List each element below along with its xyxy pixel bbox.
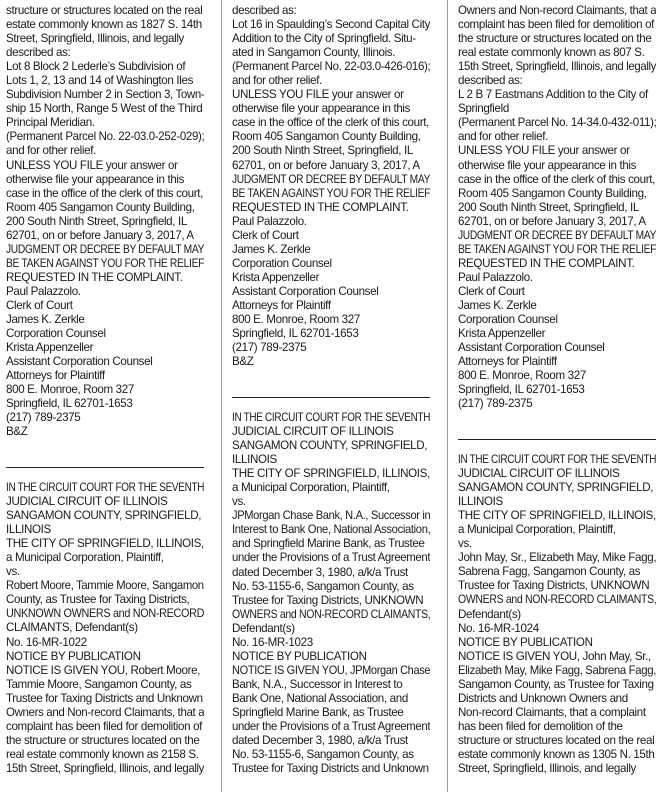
text-column-3 — [458, 0, 656, 792]
text-line: THE CITY OF SPRINGFIELD, ILLINOIS, — [458, 509, 656, 523]
text-line: under the Provisions of a Trust Agreement — [232, 551, 430, 565]
text-line: No. 53-1155-6, Sangamon County, as — [232, 748, 414, 762]
text-line: Trustee for Taxing Districts and Unknown — [232, 762, 429, 776]
text-line: (217) 789-2375 — [232, 341, 307, 355]
text-line: ship 15 North, Range 5 West of the Third — [6, 102, 203, 116]
text-line: 15th Street, Springfield, Illinois, and legally — [458, 60, 656, 74]
text-line: Springfield Marine Bank, as Trustee — [232, 705, 404, 719]
text-line: case in the office of the clerk of this court, — [458, 172, 655, 186]
text-line: James K. Zerkle — [458, 298, 537, 312]
text-line: described as: — [6, 46, 71, 60]
text-line: dated December 3, 1980, a/k/a Trust — [232, 565, 408, 579]
text-line: No. 16-MR-1024 — [458, 621, 539, 635]
text-line: L 2 B 7 Eastmans Addition to the City of — [458, 88, 648, 102]
text-line: Assistant Corporation Counsel — [232, 284, 379, 298]
text-line: and for other relief. — [6, 144, 96, 158]
text-line: Springfield — [458, 102, 509, 116]
text-line: ILLINOIS — [232, 453, 277, 467]
text-line: Non-record Claimants, that a complaint — [458, 705, 646, 719]
text-line: Springfield, IL 62701-1653 — [232, 327, 359, 341]
text-line: complaint has been filed for demolition of — [458, 18, 655, 32]
text-line: 62701, on or before January 3, 2017, A — [458, 214, 646, 228]
text-line: 62701, on or before January 3, 2017, A — [6, 228, 194, 242]
text-line: UNLESS YOU FILE your answer or — [458, 144, 630, 158]
text-line: and for other relief. — [458, 130, 548, 144]
text-line: JUDICIAL CIRCUIT OF ILLINOIS — [232, 425, 394, 439]
text-line: described as: — [458, 74, 523, 88]
text-line: No. 16-MR-1023 — [232, 635, 313, 649]
column-gutter-line — [221, 0, 222, 792]
text-line: vs. — [6, 565, 20, 579]
text-line: 200 South Ninth Street, Springfield, IL — [232, 144, 413, 158]
text-line: Defendant(s) — [232, 621, 295, 635]
text-line: Corporation Counsel — [232, 256, 332, 270]
text-line: JUDGMENT OR DECREE BY DEFAULT MAY — [458, 228, 656, 242]
text-line: Krista Appenzeller — [232, 270, 320, 284]
text-line: Corporation Counsel — [458, 313, 558, 327]
text-line: JUDGMENT OR DECREE BY DEFAULT MAY — [6, 242, 204, 256]
text-line: No. 16-MR-1022 — [6, 635, 87, 649]
text-line: SANGAMON COUNTY, SPRINGFIELD, — [458, 481, 654, 495]
text-line: REQUESTED IN THE COMPLAINT. — [232, 200, 409, 214]
text-line: 800 E. Monroe, Room 327 — [458, 369, 586, 383]
text-line: estate commonly known as 1827 S. 14th — [6, 18, 202, 32]
text-line: UNLESS YOU FILE your answer or — [232, 88, 404, 102]
text-line: otherwise file your appearance in this — [6, 172, 185, 186]
notice-separator-rule — [232, 397, 430, 398]
text-line: Defendant(s) — [458, 607, 521, 621]
text-line: (217) 789-2375 — [458, 397, 533, 411]
text-line: the structure or structures located on the — [458, 32, 652, 46]
text-line: Clerk of Court — [232, 228, 299, 242]
text-line: IN THE CIRCUIT COURT FOR THE SEVENTH — [458, 453, 656, 466]
notice-block-16-mr-1022 — [6, 481, 204, 776]
text-line: Paul Palazzolo. — [6, 284, 81, 298]
column-gutter-line — [447, 0, 448, 792]
text-line: Attorneys for Plaintiff — [6, 369, 105, 383]
text-line: UNLESS YOU FILE your answer or — [6, 158, 178, 172]
text-line: (Permanent Parcel No. 14-34.0-432-011); — [458, 116, 656, 130]
text-line: Corporation Counsel — [6, 327, 106, 341]
text-line: Lot 16 in Spaulding’s Second Capital City — [232, 18, 430, 32]
text-line: IN THE CIRCUIT COURT FOR THE SEVENTH — [232, 411, 430, 424]
notice-block-16-mr-1024 — [458, 453, 656, 776]
text-line: Room 405 Sangamon County Building, — [232, 130, 421, 144]
text-line: BE TAKEN AGAINST YOU FOR THE RELIEF — [458, 242, 656, 256]
text-line: Assistant Corporation Counsel — [458, 341, 605, 355]
text-line: real estate commonly known as 2158 S. — [6, 747, 199, 761]
text-line: and for other relief. — [232, 74, 322, 88]
text-line: Assistant Corporation Counsel — [6, 355, 153, 369]
text-line: Clerk of Court — [6, 298, 73, 312]
text-line: B&Z — [232, 355, 254, 369]
text-line: Bank One, National Association, and — [232, 691, 408, 705]
text-line: vs. — [458, 537, 472, 551]
text-line: Trustee for Taxing Districts and Unknown — [6, 691, 203, 705]
notice-separator-rule — [458, 439, 656, 440]
text-line: case in the office of the clerk of this court, — [6, 186, 203, 200]
text-line: JUDICIAL CIRCUIT OF ILLINOIS — [458, 467, 620, 481]
text-line: (Permanent Parcel No. 22-03.0-426-016); — [232, 60, 430, 74]
text-column-1 — [6, 0, 204, 792]
text-line: OWNERS and NON-RECORD CLAIMANTS, — [458, 593, 656, 607]
text-line: James K. Zerkle — [6, 313, 85, 327]
text-line: SANGAMON COUNTY, SPRINGFIELD, — [6, 509, 202, 523]
text-line: SANGAMON COUNTY, SPRINGFIELD, — [232, 439, 428, 453]
text-line: a Municipal Corporation, Plaintiff, — [6, 551, 164, 565]
text-line: Room 405 Sangamon County Building, — [6, 200, 195, 214]
text-line: Attorneys for Plaintiff — [458, 355, 557, 369]
text-line: Lot 8 Block 2 Lederle’s Subdivision of — [6, 60, 186, 74]
text-line: 15th Street, Springfield, Illinois, and legally — [6, 761, 204, 775]
text-line: Interest to Bank One, National Association, — [232, 523, 430, 537]
text-line: JUDGMENT OR DECREE BY DEFAULT MAY — [232, 172, 430, 186]
text-line: JPMorgan Chase Bank, N.A., Successor in — [232, 509, 430, 523]
text-line: James K. Zerkle — [232, 242, 311, 256]
text-line: Sabrena Fagg, Sangamon County, as — [458, 565, 641, 579]
text-line: UNKNOWN OWNERS and NON-RECORD — [6, 607, 204, 621]
text-line: NOTICE IS GIVEN YOU, JPMorgan Chase — [232, 663, 430, 677]
text-line: Krista Appenzeller — [6, 341, 94, 355]
text-line: Street, Springfield, Illinois, and legally — [6, 32, 184, 46]
text-line: Principal Meridian. — [6, 116, 95, 130]
text-line: estate commonly known as 1305 N. 15th — [458, 747, 655, 761]
text-line: the structure or structures located on the — [6, 733, 200, 747]
notice-separator-rule — [6, 467, 204, 468]
notice-block-16-mr-1023 — [232, 411, 430, 776]
text-line: 800 E. Monroe, Room 327 — [6, 383, 134, 397]
text-line: Addition to the City of Springfield. Situ- — [232, 32, 416, 46]
text-line: Trustee for Taxing Districts, UNKNOWN — [232, 593, 424, 607]
text-line: JUDICIAL CIRCUIT OF ILLINOIS — [6, 495, 168, 509]
text-line: IN THE CIRCUIT COURT FOR THE SEVENTH — [6, 481, 204, 494]
text-line: otherwise file your appearance in this — [232, 102, 411, 116]
text-line: John May, Sr., Elizabeth May, Mike Fagg, — [458, 551, 656, 565]
text-line: Springfield, IL 62701-1653 — [6, 397, 133, 411]
text-line: CLAIMANTS, Defendant(s) — [6, 621, 138, 635]
text-line: real estate commonly known as 807 S. — [458, 46, 645, 60]
text-line: 200 South Ninth Street, Springfield, IL — [458, 200, 639, 214]
text-line: Krista Appenzeller — [458, 327, 546, 341]
text-line: has been filed for demolition of the — [458, 719, 623, 733]
text-line: Street, Springfield, Illinois, and legally — [458, 762, 636, 776]
text-line: described as: — [232, 4, 297, 17]
text-line: structure or structures located on the real — [6, 4, 203, 17]
text-line: dated December 3, 1980, a/k/a Trust — [232, 734, 408, 748]
text-line: Trustee for Taxing Districts, UNKNOWN — [458, 579, 650, 593]
text-line: Springfield, IL 62701-1653 — [458, 383, 585, 397]
text-line: a Municipal Corporation, Plaintiff, — [458, 523, 616, 537]
text-line: NOTICE IS GIVEN YOU, John May, Sr., — [458, 649, 651, 663]
text-line: Paul Palazzolo. — [458, 270, 533, 284]
text-line: complaint has been filed for demolition of — [6, 719, 203, 733]
text-line: Attorneys for Plaintiff — [232, 298, 331, 312]
text-line: REQUESTED IN THE COMPLAINT. — [458, 256, 635, 270]
text-line: B&Z — [6, 425, 28, 439]
text-line: BE TAKEN AGAINST YOU FOR THE RELIEF — [6, 256, 204, 270]
text-line: Owners and Non-record Claimants, that a — [458, 4, 656, 17]
text-line: REQUESTED IN THE COMPLAINT. — [6, 270, 183, 284]
text-line: Elizabeth May, Mike Fagg, Sabrena Fagg, — [458, 663, 656, 677]
text-line: Paul Palazzolo. — [232, 214, 307, 228]
text-line: Clerk of Court — [458, 284, 525, 298]
text-line: THE CITY OF SPRINGFIELD, ILLINOIS, — [6, 537, 204, 551]
text-line: Room 405 Sangamon County Building, — [458, 186, 647, 200]
text-line: under the Provisions of a Trust Agreement — [232, 720, 430, 734]
text-line: NOTICE IS GIVEN YOU, Robert Moore, — [6, 663, 201, 677]
text-line: (Permanent Parcel No. 22-03.0-252-029); — [6, 130, 204, 144]
text-line: vs. — [232, 495, 246, 509]
notice-continuation — [458, 4, 656, 411]
text-line: 62701, on or before January 3, 2017, A — [232, 158, 420, 172]
text-line: Lots 1, 2, 13 and 14 of Washington Iles — [6, 74, 194, 88]
text-line: structure or structures located on the real — [458, 733, 655, 747]
text-line: Bank, N.A., Successor in Interest to — [232, 677, 403, 691]
text-line: Subdivision Number 2 in Section 3, Town- — [6, 88, 204, 102]
text-line: 800 E. Monroe, Room 327 — [232, 313, 360, 327]
text-line: Tammie Moore, Sangamon County, as — [6, 677, 192, 691]
text-line: case in the office of the clerk of this court, — [232, 116, 429, 130]
text-line: a Municipal Corporation, Plaintiff, — [232, 481, 390, 495]
text-line: Owners and Non-record Claimants, that a — [6, 705, 204, 719]
text-line: NOTICE BY PUBLICATION — [6, 649, 141, 663]
text-line: 200 South Ninth Street, Springfield, IL — [6, 214, 187, 228]
text-line: OWNERS and NON-RECORD CLAIMANTS, — [232, 607, 430, 621]
text-line: ILLINOIS — [6, 523, 51, 537]
text-line: ated in Sangamon County, Illinois. — [232, 46, 396, 60]
text-line: BE TAKEN AGAINST YOU FOR THE RELIEF — [232, 186, 430, 200]
text-line: ILLINOIS — [458, 495, 503, 509]
text-column-2 — [232, 0, 430, 792]
text-line: Districts and Unknown Owners and — [458, 691, 628, 705]
text-line: No. 53-1155-6, Sangamon County, as — [232, 579, 414, 593]
text-line: NOTICE BY PUBLICATION — [232, 649, 367, 663]
text-line: County, as Trustee for Taxing Districts, — [6, 593, 190, 607]
text-line: (217) 789-2375 — [6, 411, 81, 425]
text-line: NOTICE BY PUBLICATION — [458, 635, 593, 649]
text-line: Robert Moore, Tammie Moore, Sangamon — [6, 579, 204, 593]
notice-continuation — [6, 4, 204, 439]
text-line: otherwise file your appearance in this — [458, 158, 637, 172]
text-line: THE CITY OF SPRINGFIELD, ILLINOIS, — [232, 467, 430, 481]
notice-continuation — [232, 4, 430, 369]
text-line: and Springfield Marine Bank, as Trustee — [232, 537, 425, 551]
text-line: Sangamon County, as Trustee for Taxing — [458, 677, 654, 691]
